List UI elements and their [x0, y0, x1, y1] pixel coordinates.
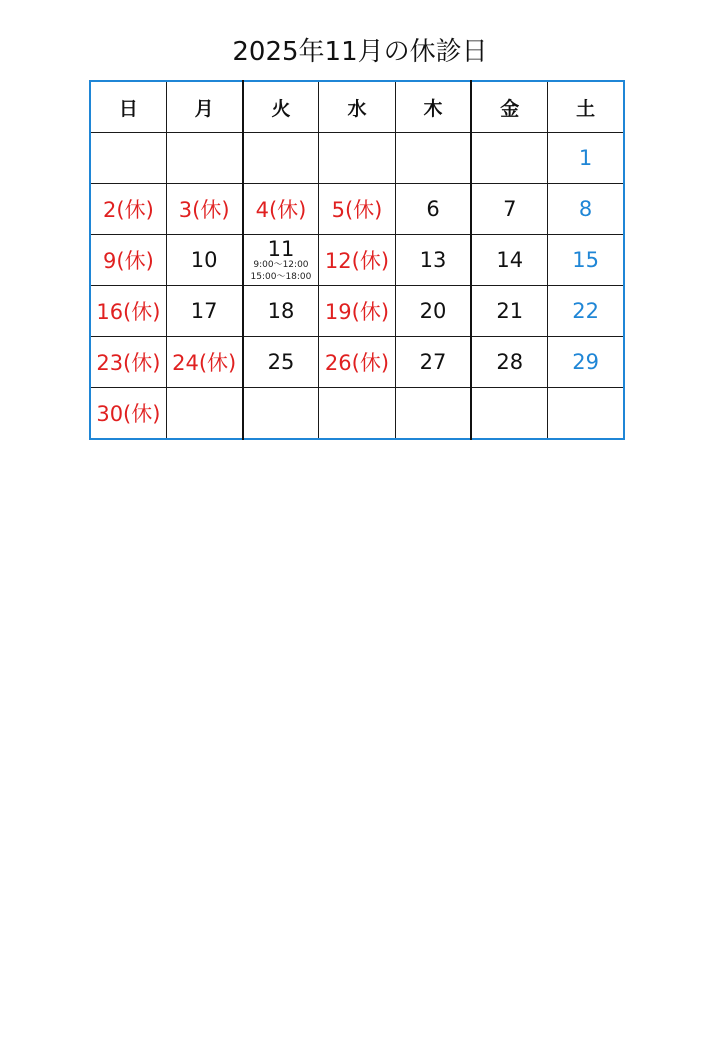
day-cell-closed: 4(休) — [243, 184, 319, 235]
day-cell-saturday: 22 — [548, 286, 624, 337]
weekday-tue: 火 — [243, 81, 319, 133]
day-cell-closed: 5(休) — [319, 184, 395, 235]
day-cell: 14 — [471, 235, 547, 286]
day-cell: 25 — [243, 337, 319, 388]
day-cell-closed: 9(休) — [90, 235, 166, 286]
day-cell — [166, 133, 242, 184]
day-cell — [319, 133, 395, 184]
day-cell — [166, 388, 242, 440]
day-cell: 18 — [243, 286, 319, 337]
calendar-table — [89, 80, 625, 440]
day-cell — [90, 133, 166, 184]
day-cell: 10 — [166, 235, 242, 286]
day-cell-saturday: 29 — [548, 337, 624, 388]
day-cell: 20 — [395, 286, 471, 337]
week-row — [90, 286, 624, 337]
day-cell — [243, 133, 319, 184]
week-row — [90, 337, 624, 388]
day-cell-saturday — [548, 388, 624, 440]
day-cell-closed: 26(休) — [319, 337, 395, 388]
morning-hours: 9:00～12:00 — [253, 260, 309, 270]
day-cell-saturday: 8 — [548, 184, 624, 235]
day-cell-closed: 3(休) — [166, 184, 242, 235]
day-cell-special-hours — [243, 235, 319, 286]
weekday-thu: 木 — [395, 81, 471, 133]
day-cell — [319, 388, 395, 440]
weekday-wed: 水 — [319, 81, 395, 133]
calendar-title: 2025年11月の休診日 — [232, 37, 488, 67]
week-row — [90, 133, 624, 184]
day-cell: 7 — [471, 184, 547, 235]
day-cell — [395, 133, 471, 184]
week-row — [90, 388, 624, 440]
day-cell — [471, 133, 547, 184]
day-cell — [471, 388, 547, 440]
day-cell-closed: 16(休) — [90, 286, 166, 337]
weekday-header-row — [90, 81, 624, 133]
day-cell — [395, 388, 471, 440]
day-cell-saturday: 15 — [548, 235, 624, 286]
day-cell-closed: 24(休) — [166, 337, 242, 388]
day-cell-closed: 12(休) — [319, 235, 395, 286]
day-cell-closed: 23(休) — [90, 337, 166, 388]
day-cell: 28 — [471, 337, 547, 388]
day-cell — [243, 388, 319, 440]
day-cell-saturday: 1 — [548, 133, 624, 184]
day-number: 11 — [267, 237, 295, 261]
weekday-mon: 月 — [166, 81, 242, 133]
day-cell-closed: 19(休) — [319, 286, 395, 337]
day-cell-closed: 2(休) — [90, 184, 166, 235]
weekday-fri: 金 — [471, 81, 547, 133]
day-cell: 6 — [395, 184, 471, 235]
week-row — [90, 235, 624, 286]
day-cell: 13 — [395, 235, 471, 286]
afternoon-hours: 15:00～18:00 — [250, 272, 312, 282]
day-cell: 27 — [395, 337, 471, 388]
weekday-sun: 日 — [90, 81, 166, 133]
day-cell-closed: 30(休) — [90, 388, 166, 440]
day-cell: 21 — [471, 286, 547, 337]
day-cell: 17 — [166, 286, 242, 337]
week-row — [90, 184, 624, 235]
weekday-sat: 土 — [548, 81, 624, 133]
